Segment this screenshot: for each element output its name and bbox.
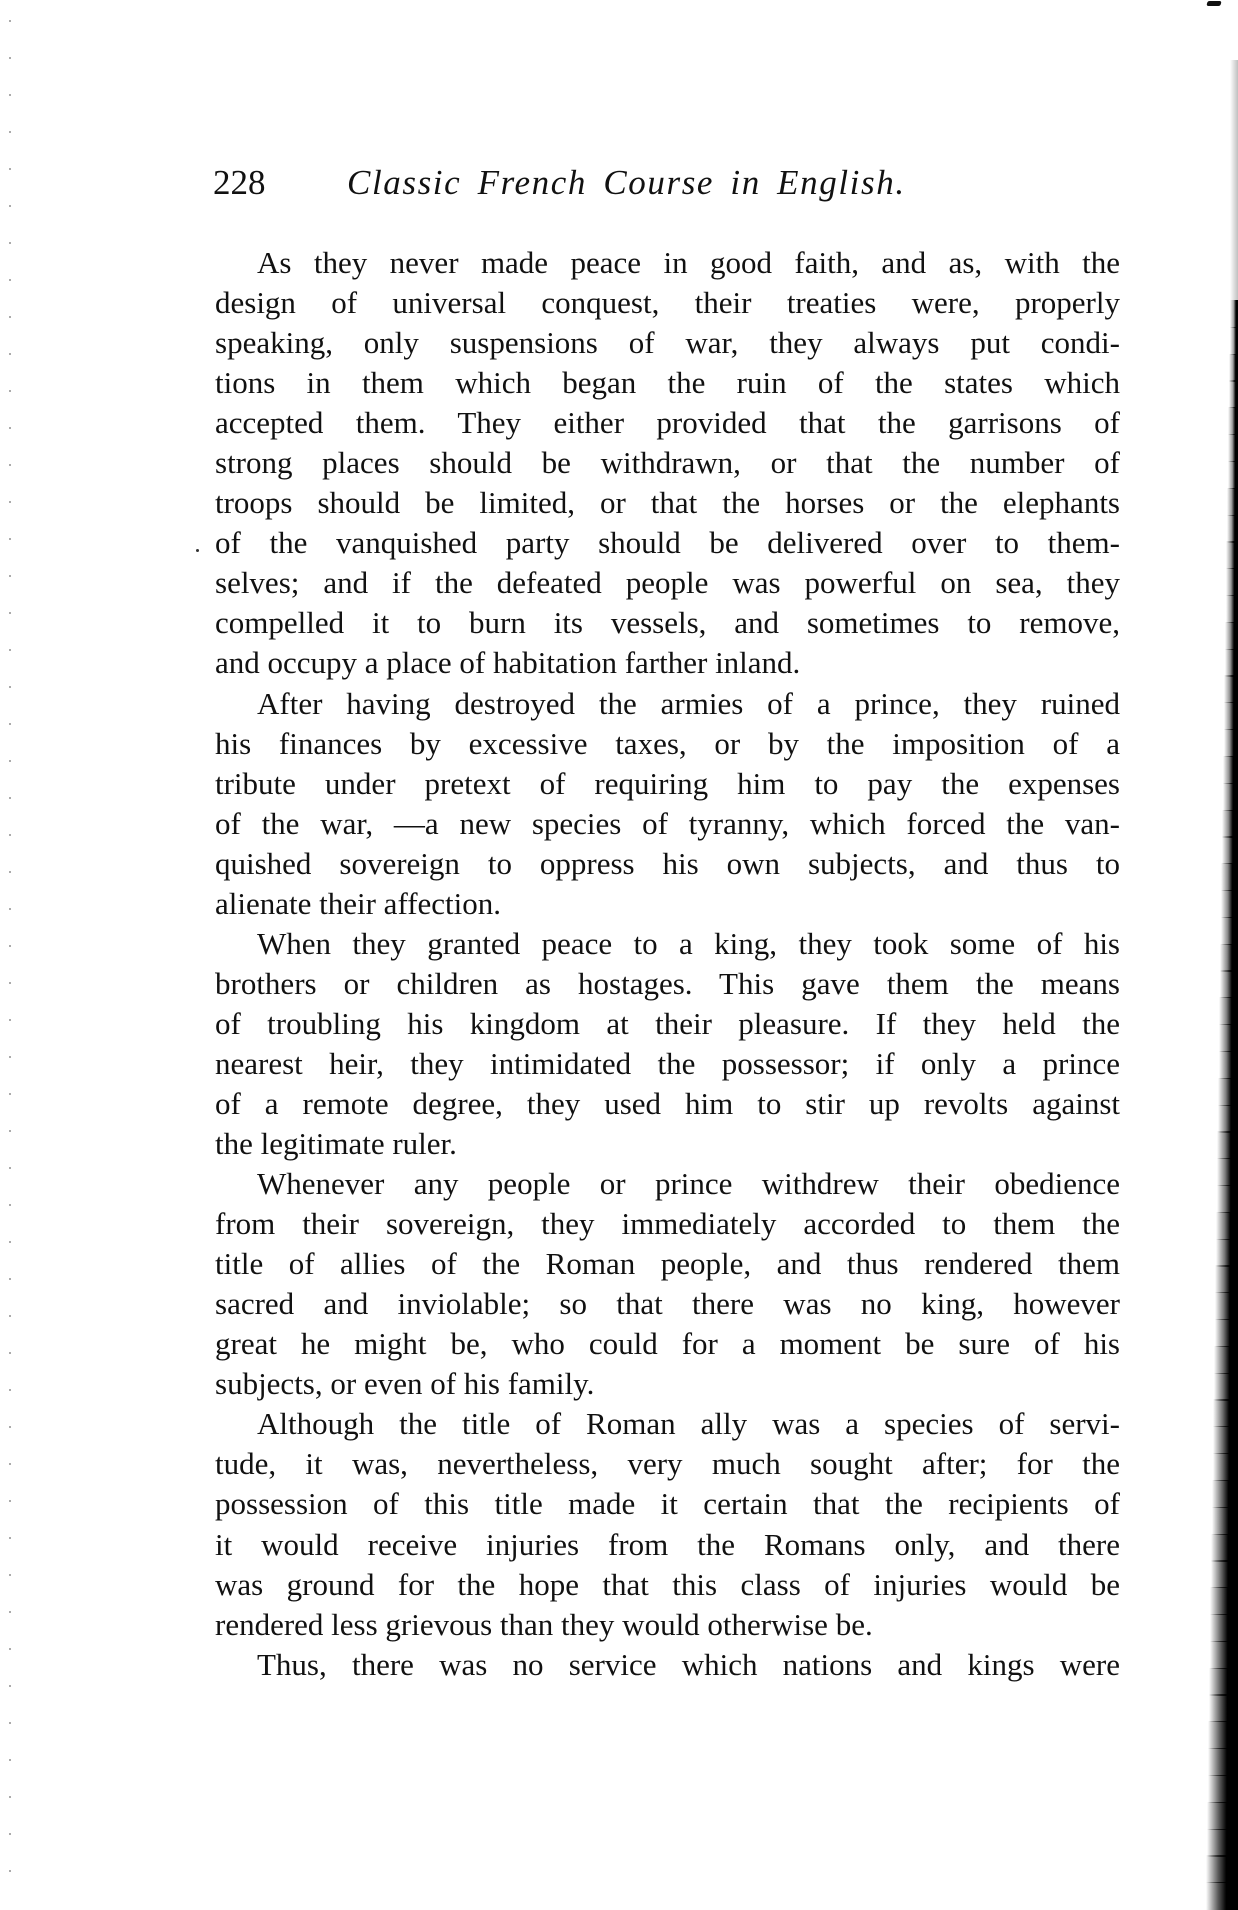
text-line: possession of this title made it certain that the recipients of [215,1484,1120,1524]
text-line: and occupy a place of habitation farther inland. [215,643,1120,683]
scan-shadow-band [1210,1614,1238,1642]
text-line: of troubling his kingdom at their pleasure. If they held the [215,1004,1120,1044]
scan-shadow-band [1206,1882,1238,1910]
scan-shadow-band [1208,1748,1238,1776]
scan-shadow-band [1215,1292,1238,1320]
text-line: subjects, or even of his family. [215,1364,1120,1404]
page-number: 228 [213,163,266,203]
scan-shadow-band [1225,622,1238,650]
text-line: quished sovereign to oppress his own subjects, and thus to [215,844,1120,884]
text-line: troops should be limited, or that the horses or the elephants [215,483,1120,523]
scan-shadow-band [1212,1480,1238,1508]
text-line: it would receive injuries from the Romans only, and there [215,1525,1120,1565]
scan-shadow-band [1220,944,1238,972]
scan-shadow-band [1227,515,1238,543]
scan-shadow-band [1219,1051,1238,1079]
text-line: his finances by excessive taxes, or by the imposition of a [215,724,1120,764]
paragraph [215,243,1120,684]
paragraph [215,924,1120,1164]
scan-shadow-band [1212,1507,1238,1535]
scan-shadow-band [1223,756,1238,784]
scan-shadow-band [1216,1212,1238,1240]
scan-shadow-band [1226,595,1238,623]
scan-shadow-band [1229,380,1238,408]
scan-shadow-band [1222,810,1238,838]
text-line: of the war, —a new species of tyranny, which forced the van- [215,804,1120,844]
text-line: sacred and inviolable; so that there was no king, however [215,1284,1120,1324]
text-line: rendered less grievous than they would otherwise be. [215,1605,1120,1645]
text-line: accepted them. They either provided that the garrisons of [215,403,1120,443]
paragraph [215,1404,1120,1644]
scan-shadow-band [1230,300,1238,328]
text-line: design of universal conquest, their treaties were, properly [215,283,1120,323]
scan-shadow-band [1228,434,1238,462]
scan-shadow-band [1224,675,1238,703]
text-line: Thus, there was no service which nations and kings were [215,1645,1120,1685]
text-line: of a remote degree, they used him to stir up revolts against [215,1084,1120,1124]
scan-shadow-band [1228,461,1238,489]
scan-shadow-band [1222,836,1238,864]
body-text [215,243,1120,1685]
text-line: When they granted peace to a king, they took some of his [215,924,1120,964]
scan-shadow-band [1211,1560,1238,1588]
scan-shadow-band [1215,1265,1238,1293]
text-line: strong places should be withdrawn, or that the number of [215,443,1120,483]
scan-shadow-band [1208,1721,1238,1749]
scan-shadow-band [1215,1319,1238,1347]
scan-shadow-band [1211,1534,1238,1562]
text-line: tions in them which began the ruin of the states which [215,363,1120,403]
text-line: tribute under pretext of requiring him to pay the expenses [215,764,1120,804]
scan-shadow-band [1220,970,1238,998]
text-line: Whenever any people or prince withdrew their obedience [215,1164,1120,1204]
scan-shadow-band [1213,1453,1238,1481]
paragraph [215,1164,1120,1404]
scan-shadow-band [1226,541,1238,569]
scan-shadow-band [1210,1641,1238,1669]
scan-shadow-band [1221,863,1238,891]
text-line: tude, it was, nevertheless, very much sought after; for the [215,1444,1120,1484]
scan-shadow-band [1218,1078,1238,1106]
scan-shadow-band [1221,890,1238,918]
text-line: alienate their affection. [215,884,1120,924]
scan-shadow-band [1207,1829,1238,1857]
text-line: the legitimate ruler. [215,1124,1120,1164]
text-line: of the vanquished party should be delivered over to them- [215,523,1120,563]
scan-shadow-band [1218,1105,1238,1133]
scan-shadow-band [1214,1346,1238,1374]
stray-ink-dot [196,549,199,552]
scan-shadow-band [1221,917,1238,945]
scan-shadow-band [1213,1399,1238,1427]
scan-shadow-band [1213,1426,1238,1454]
scan-shadow-band [1216,1239,1238,1267]
scan-shadow-band [1226,568,1238,596]
running-title: Classic French Course in English. [347,163,906,203]
text-line: As they never made peace in good faith, and as, with the [215,243,1120,283]
text-line: great he might be, who could for a moment be sure of his [215,1324,1120,1364]
scan-shadow-band [1206,1855,1238,1883]
paragraph [215,1645,1120,1685]
scan-shadow-band [1224,729,1238,757]
text-line: compelled it to burn its vessels, and sometimes to remove, [215,603,1120,643]
scan-shadow-band [1209,1694,1238,1722]
running-head [213,163,1003,203]
text-line: was ground for the hope that this class of injuries would be [215,1565,1120,1605]
text-line: selves; and if the defeated people was powerful on sea, they [215,563,1120,603]
scan-shadow-band [1227,488,1238,516]
scan-shadow-band [1207,1802,1238,1830]
text-line: title of allies of the Roman people, and thus rendered them [215,1244,1120,1284]
scan-shadow-band [1217,1131,1238,1159]
scan-shadow-band [1219,1024,1238,1052]
scan-shadow-band [1209,1668,1238,1696]
scan-shadow-band [1214,1373,1238,1401]
text-line: brothers or children as hostages. This gave them the means [215,964,1120,1004]
scan-shadow-band [1224,702,1238,730]
scan-shadow-band [1217,1158,1238,1186]
scan-corner-mark [1206,1,1221,6]
text-line: Although the title of Roman ally was a species of servi- [215,1404,1120,1444]
scan-shadow-top [1230,60,1238,300]
text-line: speaking, only suspensions of war, they always put condi- [215,323,1120,363]
text-line: After having destroyed the armies of a prince, they ruined [215,684,1120,724]
text-line: from their sovereign, they immediately accorded to them the [215,1204,1120,1244]
scan-shadow-band [1217,1185,1238,1213]
text-line: nearest heir, they intimidated the possessor; if only a prince [215,1044,1120,1084]
scan-shadow-band [1230,327,1238,355]
scan-shadow-band [1223,783,1238,811]
scan-shadow-band [1225,649,1238,677]
scan-edge-speckles [9,20,11,1900]
paragraph [215,684,1120,924]
scan-shadow-band [1210,1587,1238,1615]
scan-shadow-band [1229,354,1238,382]
scan-shadow-band [1228,407,1238,435]
scan-shadow-band [1208,1775,1238,1803]
scan-shadow-band [1219,997,1238,1025]
